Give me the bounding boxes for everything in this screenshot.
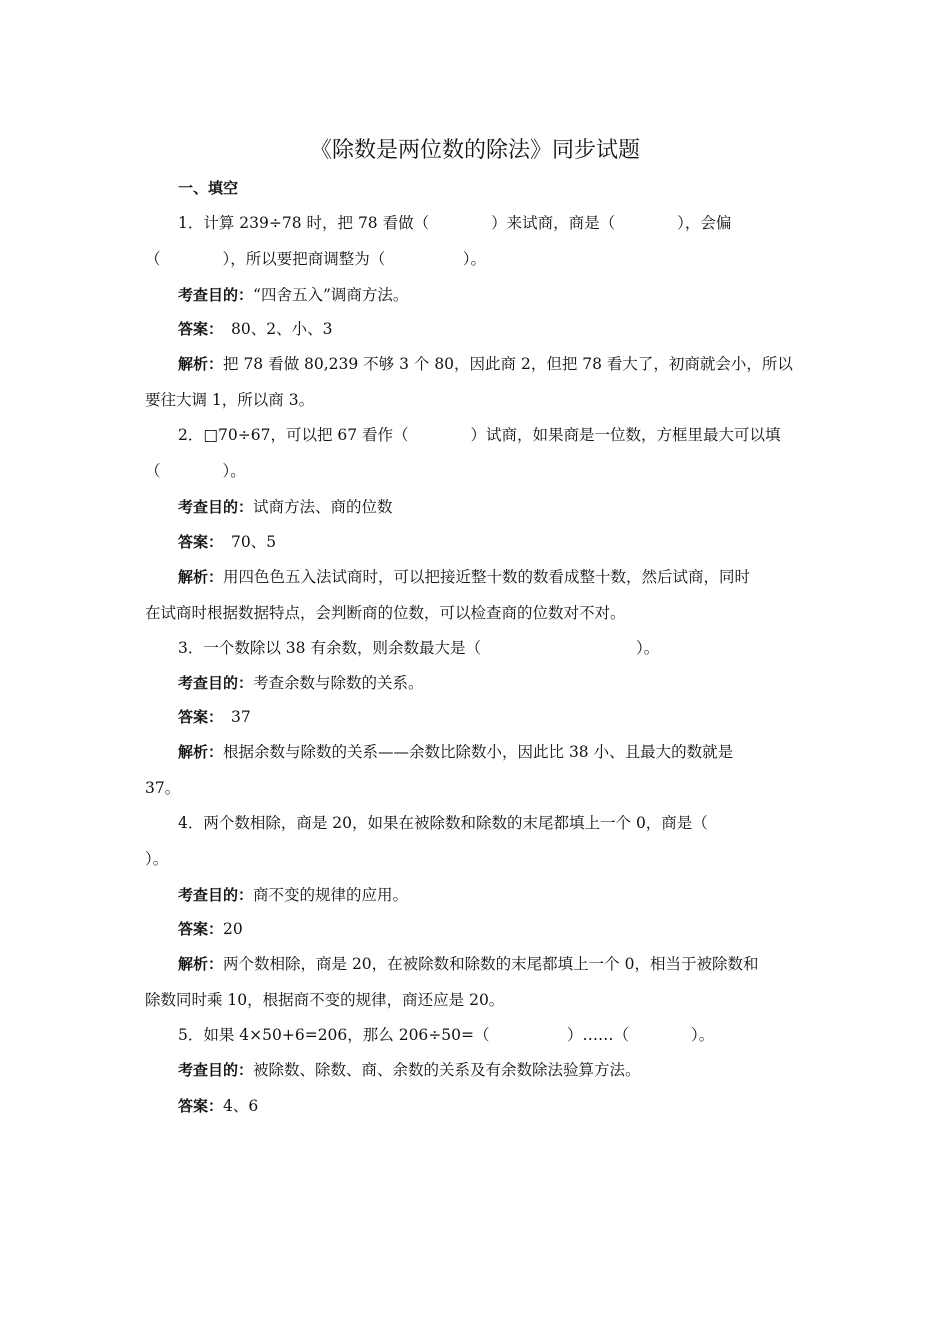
analysis-label: 解析：	[178, 955, 224, 973]
q2-line1: 2．□70÷67，可以把 67 看作（ ）试商，如果商是一位数，方框里最大可以填	[178, 426, 781, 444]
q4-answer	[178, 918, 243, 940]
answer-label: 答案：	[178, 533, 216, 551]
q5-line1: 5．如果 4×50+6=206，那么 206÷50=（ ）……（ ）。	[178, 1026, 715, 1044]
answer-label: 答案：	[178, 1097, 224, 1115]
purpose-label: 考查目的：	[178, 286, 254, 304]
q5-purpose	[178, 1059, 641, 1081]
purpose-label: 考查目的：	[178, 674, 254, 692]
q4-analysis-text: 两个数相除，商是 20，在被除数和除数的末尾都填上一个 0，相当于被除数和	[223, 955, 759, 973]
q3-analysis-text: 根据余数与除数的关系——余数比除数小，因此比 38 小、且最大的数就是	[223, 743, 734, 761]
q3-purpose-text: 考查余数与除数的关系。	[253, 674, 424, 692]
q1-analysis-text: 把 78 看做 80,239 不够 3 个 80，因此商 2，但把 78 看大了，初商就会小，所以	[223, 355, 793, 373]
q4-line2: ）。	[145, 850, 169, 868]
q2-answer-text: 70、5	[215, 533, 277, 551]
q1-purpose-text: “四舍五入”调商方法。	[253, 286, 409, 304]
q5-answer-text: 4、6	[223, 1097, 259, 1115]
q1-answer-text: 80、2、小、3	[215, 320, 333, 338]
q2-analysis	[178, 566, 750, 588]
answer-label: 答案：	[178, 920, 224, 938]
analysis-label: 解析：	[178, 568, 224, 586]
q2-purpose	[178, 496, 393, 518]
q1-analysis	[178, 353, 793, 375]
q4-answer-text: 20	[223, 920, 243, 938]
answer-label: 答案：	[178, 708, 216, 726]
q4-purpose-text: 商不变的规律的应用。	[253, 886, 409, 904]
q2-purpose-text: 试商方法、商的位数	[253, 498, 393, 516]
q4-analysis	[178, 953, 758, 975]
q1-analysis-cont: 要往大调 1，所以商 3。	[145, 391, 315, 409]
analysis-label: 解析：	[178, 355, 224, 373]
purpose-label: 考查目的：	[178, 1061, 254, 1079]
q1-line1: 1．计算 239÷78 时，把 78 看做（ ）来试商，商是（ ），会偏	[178, 214, 732, 232]
q3-analysis	[178, 741, 733, 763]
q3-line1: 3．一个数除以 38 有余数，则余数最大是（ ）。	[178, 639, 660, 657]
q3-purpose	[178, 672, 424, 694]
q1-answer	[178, 318, 332, 340]
analysis-label: 解析：	[178, 743, 224, 761]
q5-purpose-text: 被除数、除数、商、余数的关系及有余数除法验算方法。	[253, 1061, 641, 1079]
purpose-label: 考查目的：	[178, 498, 254, 516]
answer-label: 答案：	[178, 320, 216, 338]
q2-answer	[178, 531, 276, 553]
q4-purpose	[178, 884, 408, 906]
q2-line2: （ ）。	[145, 462, 246, 480]
q1-purpose	[178, 284, 408, 306]
q2-analysis-text: 用四色色五入法试商时，可以把接近整十数的数看成整十数，然后试商，同时	[223, 568, 751, 586]
q3-answer	[178, 706, 251, 728]
q2-analysis-cont: 在试商时根据数据特点，会判断商的位数，可以检查商的位数对不对。	[145, 604, 626, 622]
q4-analysis-cont: 除数同时乘 10，根据商不变的规律，商还应是 20。	[145, 991, 505, 1009]
q4-line1: 4．两个数相除，商是 20，如果在被除数和除数的末尾都填上一个 0，商是（	[178, 814, 708, 832]
page-title: 《除数是两位数的除法》同步试题	[309, 138, 640, 163]
q3-answer-text: 37	[215, 708, 251, 726]
purpose-label: 考查目的：	[178, 886, 254, 904]
q3-analysis-cont: 37。	[145, 779, 181, 797]
q5-answer	[178, 1095, 258, 1117]
section-heading: 一、填空	[178, 179, 239, 197]
q1-line2: （ ），所以要把商调整为（ ）。	[145, 250, 487, 268]
